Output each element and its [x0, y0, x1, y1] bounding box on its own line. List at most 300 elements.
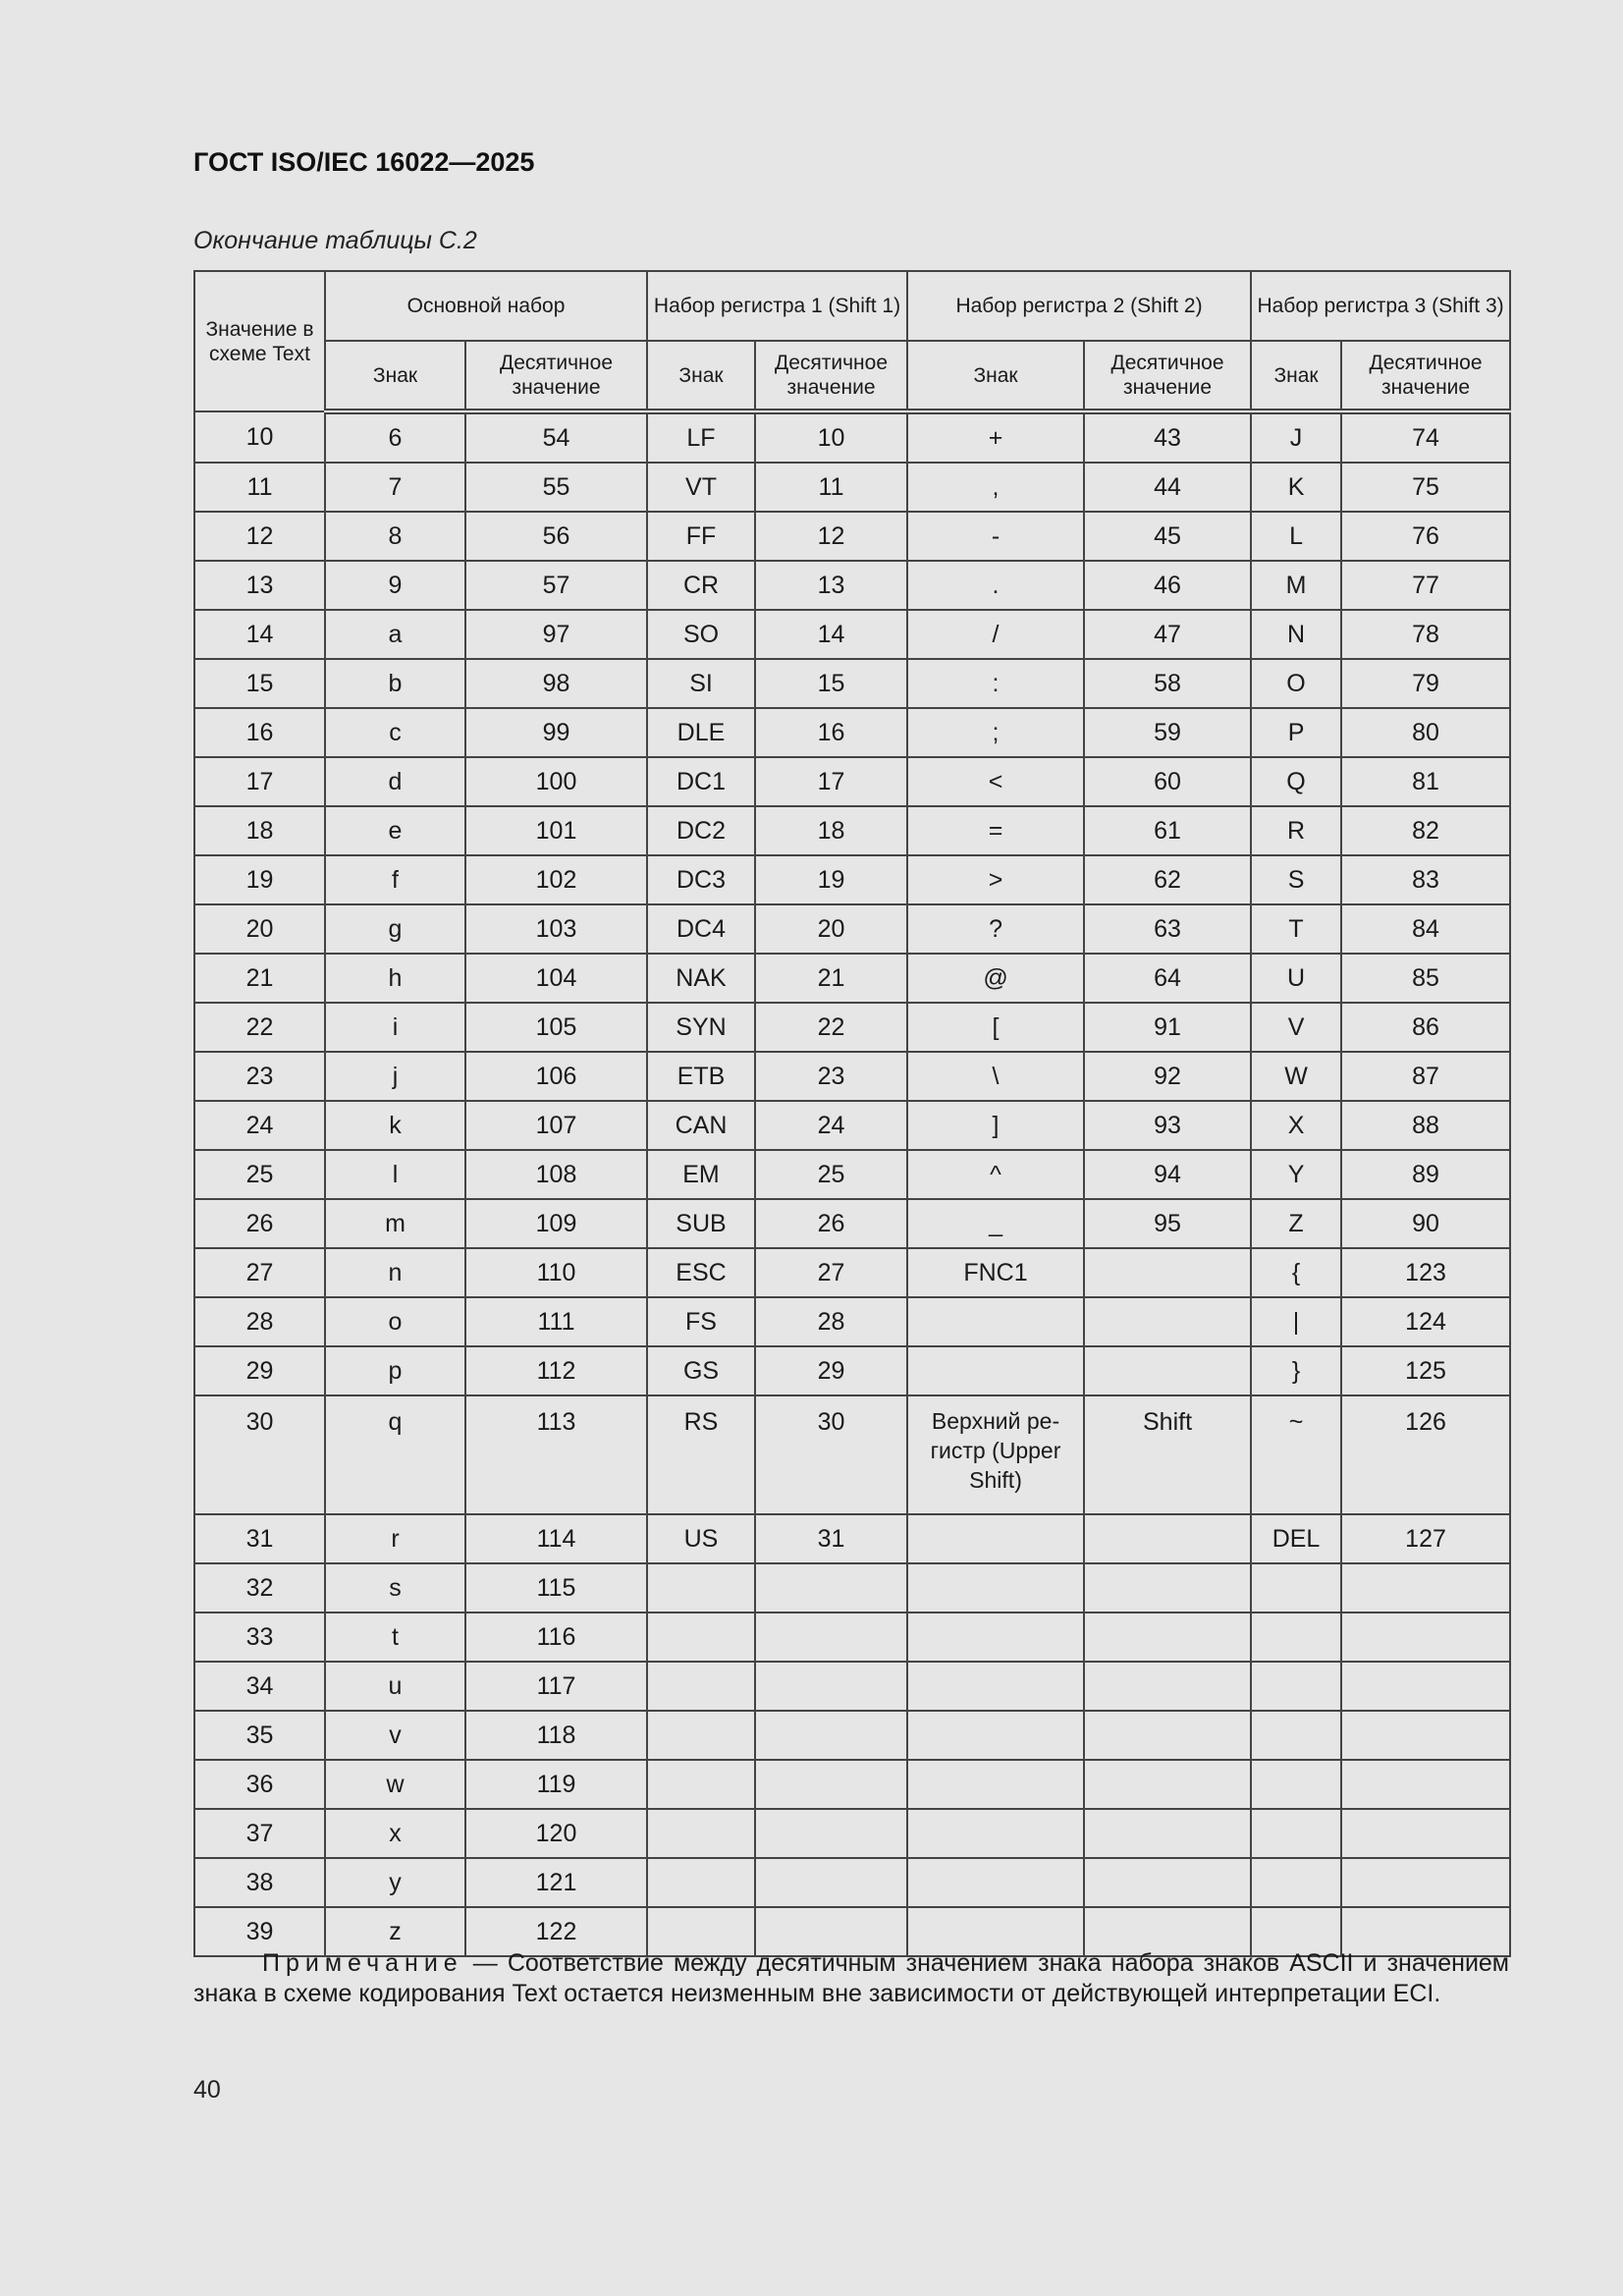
header-shift3-set: Набор регистра 3 (Shift 3) [1251, 271, 1510, 341]
cell-shift3-dec: 76 [1341, 512, 1510, 561]
cell-shift2-dec: 63 [1084, 904, 1251, 954]
cell-basic-dec: 114 [465, 1514, 647, 1563]
header-shift2-char: Знак [907, 341, 1084, 411]
cell-basic-dec: 99 [465, 708, 647, 757]
cell-shift2-char: ] [907, 1101, 1084, 1150]
cell-shift3-dec: 77 [1341, 561, 1510, 610]
cell-shift2-char: - [907, 512, 1084, 561]
cell-text-value: 22 [194, 1003, 325, 1052]
cell-text-value: 10 [194, 411, 325, 463]
header-shift3-char: Знак [1251, 341, 1341, 411]
cell-text-value: 18 [194, 806, 325, 855]
cell-text-value: 31 [194, 1514, 325, 1563]
cell-basic-char: b [325, 659, 465, 708]
cell-shift3-char [1251, 1563, 1341, 1613]
cell-basic-dec: 109 [465, 1199, 647, 1248]
cell-shift3-char: { [1251, 1248, 1341, 1297]
table-row [194, 708, 1510, 757]
cell-basic-dec: 112 [465, 1346, 647, 1395]
cell-shift1-dec: 30 [755, 1395, 907, 1514]
cell-basic-dec: 56 [465, 512, 647, 561]
cell-shift2-dec [1084, 1514, 1251, 1563]
cell-text-value: 17 [194, 757, 325, 806]
cell-basic-dec: 102 [465, 855, 647, 904]
cell-basic-char: o [325, 1297, 465, 1346]
cell-text-value: 39 [194, 1907, 325, 1956]
cell-basic-char: k [325, 1101, 465, 1150]
cell-shift1-char: CAN [647, 1101, 755, 1150]
cell-shift1-char [647, 1662, 755, 1711]
cell-shift2-dec [1084, 1809, 1251, 1858]
table-row [194, 1563, 1510, 1613]
cell-shift1-char: SYN [647, 1003, 755, 1052]
cell-shift2-char: ? [907, 904, 1084, 954]
cell-shift1-dec: 29 [755, 1346, 907, 1395]
cell-shift3-char: S [1251, 855, 1341, 904]
cell-shift2-char [907, 1563, 1084, 1613]
cell-shift2-dec: 45 [1084, 512, 1251, 561]
cell-shift3-char: Y [1251, 1150, 1341, 1199]
cell-shift3-char: N [1251, 610, 1341, 659]
cell-basic-dec: 119 [465, 1760, 647, 1809]
table-row [194, 1150, 1510, 1199]
cell-shift1-dec: 23 [755, 1052, 907, 1101]
cell-shift2-char: : [907, 659, 1084, 708]
cell-text-value: 29 [194, 1346, 325, 1395]
cell-shift3-dec: 127 [1341, 1514, 1510, 1563]
cell-basic-dec: 104 [465, 954, 647, 1003]
cell-shift1-dec: 19 [755, 855, 907, 904]
table-row [194, 806, 1510, 855]
cell-shift3-char [1251, 1809, 1341, 1858]
cell-shift1-dec [755, 1760, 907, 1809]
cell-text-value: 15 [194, 659, 325, 708]
cell-shift3-dec: 81 [1341, 757, 1510, 806]
cell-basic-dec: 107 [465, 1101, 647, 1150]
cell-shift1-char [647, 1711, 755, 1760]
cell-shift2-char: > [907, 855, 1084, 904]
cell-shift2-dec [1084, 1858, 1251, 1907]
cell-text-value: 24 [194, 1101, 325, 1150]
cell-shift1-dec: 22 [755, 1003, 907, 1052]
note-label: Примечание [262, 1949, 463, 1977]
table-row [194, 1199, 1510, 1248]
cell-shift1-char [647, 1760, 755, 1809]
table-row [194, 1613, 1510, 1662]
cell-shift3-dec: 86 [1341, 1003, 1510, 1052]
cell-shift3-dec [1341, 1662, 1510, 1711]
cell-basic-char: r [325, 1514, 465, 1563]
cell-text-value: 33 [194, 1613, 325, 1662]
cell-shift1-char [647, 1613, 755, 1662]
cell-shift3-dec: 83 [1341, 855, 1510, 904]
cell-shift1-dec [755, 1563, 907, 1613]
cell-shift1-char: ETB [647, 1052, 755, 1101]
table-row [194, 1248, 1510, 1297]
cell-shift2-dec: 59 [1084, 708, 1251, 757]
cell-shift2-dec: 95 [1084, 1199, 1251, 1248]
table-row [194, 1003, 1510, 1052]
cell-basic-char: u [325, 1662, 465, 1711]
cell-shift1-dec: 31 [755, 1514, 907, 1563]
cell-shift1-dec [755, 1858, 907, 1907]
cell-shift3-char: } [1251, 1346, 1341, 1395]
cell-shift2-dec: 92 [1084, 1052, 1251, 1101]
cell-shift1-dec: 11 [755, 463, 907, 512]
cell-shift3-dec [1341, 1858, 1510, 1907]
cell-shift2-dec: 91 [1084, 1003, 1251, 1052]
cell-shift3-char: W [1251, 1052, 1341, 1101]
cell-shift2-char [907, 1809, 1084, 1858]
cell-shift3-dec: 126 [1341, 1395, 1510, 1514]
table-row [194, 954, 1510, 1003]
cell-shift1-char: DC3 [647, 855, 755, 904]
table-row [194, 1297, 1510, 1346]
cell-text-value: 35 [194, 1711, 325, 1760]
table-row [194, 561, 1510, 610]
cell-shift1-char: SO [647, 610, 755, 659]
cell-shift2-char: + [907, 411, 1084, 463]
cell-basic-char: h [325, 954, 465, 1003]
cell-shift1-dec: 12 [755, 512, 907, 561]
cell-shift2-char: @ [907, 954, 1084, 1003]
cell-shift3-dec: 90 [1341, 1199, 1510, 1248]
cell-shift1-char: DC4 [647, 904, 755, 954]
header-shift2-dec: Десятичное значение [1084, 341, 1251, 411]
header-basic-dec: Десятичное значение [465, 341, 647, 411]
cell-basic-dec: 108 [465, 1150, 647, 1199]
cell-shift3-char [1251, 1858, 1341, 1907]
header-basic-set: Основной набор [325, 271, 647, 341]
cell-shift3-char: ~ [1251, 1395, 1341, 1514]
table-row [194, 1052, 1510, 1101]
cell-text-value: 16 [194, 708, 325, 757]
cell-shift2-char [907, 1297, 1084, 1346]
cell-shift2-char [907, 1346, 1084, 1395]
cell-shift2-char [907, 1613, 1084, 1662]
cell-shift1-dec: 24 [755, 1101, 907, 1150]
cell-text-value: 14 [194, 610, 325, 659]
cell-shift3-dec [1341, 1760, 1510, 1809]
cell-shift1-char: ESC [647, 1248, 755, 1297]
cell-basic-dec: 106 [465, 1052, 647, 1101]
cell-shift3-char: Q [1251, 757, 1341, 806]
cell-basic-dec: 120 [465, 1809, 647, 1858]
cell-shift3-char: Z [1251, 1199, 1341, 1248]
cell-shift3-dec: 88 [1341, 1101, 1510, 1150]
page-number: 40 [193, 2076, 221, 2104]
cell-basic-char: g [325, 904, 465, 954]
cell-basic-dec: 117 [465, 1662, 647, 1711]
cell-shift1-char: FF [647, 512, 755, 561]
cell-shift3-char [1251, 1711, 1341, 1760]
cell-text-value: 28 [194, 1297, 325, 1346]
cell-basic-char: j [325, 1052, 465, 1101]
cell-basic-dec: 103 [465, 904, 647, 954]
cell-shift2-dec [1084, 1760, 1251, 1809]
cell-shift1-char: NAK [647, 954, 755, 1003]
cell-shift1-dec: 26 [755, 1199, 907, 1248]
text-encoding-table [193, 270, 1511, 1957]
cell-shift3-dec: 74 [1341, 411, 1510, 463]
cell-basic-char: w [325, 1760, 465, 1809]
cell-shift3-char: X [1251, 1101, 1341, 1150]
cell-basic-dec: 122 [465, 1907, 647, 1956]
cell-shift2-char: = [907, 806, 1084, 855]
cell-basic-char: c [325, 708, 465, 757]
cell-shift2-char [907, 1514, 1084, 1563]
cell-shift1-char [647, 1563, 755, 1613]
cell-shift1-dec: 14 [755, 610, 907, 659]
cell-text-value: 27 [194, 1248, 325, 1297]
table-row [194, 1101, 1510, 1150]
cell-shift1-dec [755, 1662, 907, 1711]
cell-shift1-char [647, 1858, 755, 1907]
cell-shift3-dec: 123 [1341, 1248, 1510, 1297]
cell-shift2-dec [1084, 1662, 1251, 1711]
cell-shift2-char: ^ [907, 1150, 1084, 1199]
cell-text-value: 37 [194, 1809, 325, 1858]
cell-basic-char: 7 [325, 463, 465, 512]
table-row [194, 411, 1510, 463]
header-shift1-dec: Десятичное значение [755, 341, 907, 411]
cell-shift3-char: P [1251, 708, 1341, 757]
table-row [194, 1514, 1510, 1563]
cell-shift1-char: EM [647, 1150, 755, 1199]
cell-shift2-dec: 43 [1084, 411, 1251, 463]
cell-basic-dec: 98 [465, 659, 647, 708]
cell-text-value: 21 [194, 954, 325, 1003]
table-row [194, 757, 1510, 806]
cell-basic-char: m [325, 1199, 465, 1248]
cell-shift3-char: T [1251, 904, 1341, 954]
cell-shift3-char: V [1251, 1003, 1341, 1052]
cell-shift3-dec [1341, 1613, 1510, 1662]
note-text: — Соответствие между десятичным значением знака набора знаков ASCII и значением знака в схеме кодирования Text остается неизменным вне зависимости от действующей интерпретации ECI. [193, 1949, 1509, 2007]
cell-basic-char: 6 [325, 411, 465, 463]
cell-shift1-char: DC2 [647, 806, 755, 855]
cell-shift2-char: \ [907, 1052, 1084, 1101]
cell-shift2-dec [1084, 1346, 1251, 1395]
document-title: ГОСТ ISO/IEC 16022—2025 [193, 147, 535, 177]
cell-shift1-dec: 15 [755, 659, 907, 708]
cell-shift3-dec: 125 [1341, 1346, 1510, 1395]
cell-shift2-char: _ [907, 1199, 1084, 1248]
cell-basic-dec: 97 [465, 610, 647, 659]
cell-basic-dec: 118 [465, 1711, 647, 1760]
header-value-in-text: Значение в схеме Text [194, 271, 325, 411]
cell-text-value: 32 [194, 1563, 325, 1613]
cell-shift1-dec: 13 [755, 561, 907, 610]
cell-shift1-char: DLE [647, 708, 755, 757]
cell-shift3-dec: 82 [1341, 806, 1510, 855]
table-row [194, 1662, 1510, 1711]
cell-shift3-dec: 89 [1341, 1150, 1510, 1199]
cell-shift1-char: DC1 [647, 757, 755, 806]
cell-text-value: 19 [194, 855, 325, 904]
cell-shift2-char: . [907, 561, 1084, 610]
table-body [194, 411, 1510, 1956]
cell-shift2-dec: 93 [1084, 1101, 1251, 1150]
cell-shift3-dec: 124 [1341, 1297, 1510, 1346]
cell-shift1-dec: 10 [755, 411, 907, 463]
cell-shift2-dec: Shift [1084, 1395, 1251, 1514]
cell-shift2-char [907, 1858, 1084, 1907]
cell-basic-char: y [325, 1858, 465, 1907]
cell-shift3-char: DEL [1251, 1514, 1341, 1563]
table-row [194, 610, 1510, 659]
cell-text-value: 12 [194, 512, 325, 561]
cell-text-value: 20 [194, 904, 325, 954]
cell-shift1-char: SUB [647, 1199, 755, 1248]
cell-basic-char: 9 [325, 561, 465, 610]
cell-text-value: 13 [194, 561, 325, 610]
table-row [194, 659, 1510, 708]
cell-shift3-dec: 85 [1341, 954, 1510, 1003]
cell-shift1-dec [755, 1613, 907, 1662]
cell-text-value: 34 [194, 1662, 325, 1711]
cell-shift3-char: O [1251, 659, 1341, 708]
cell-shift1-char: FS [647, 1297, 755, 1346]
cell-shift1-char: CR [647, 561, 755, 610]
cell-shift2-char: Верхний ре-гистр (Upper Shift) [907, 1395, 1084, 1514]
cell-shift3-char: M [1251, 561, 1341, 610]
header-shift1-char: Знак [647, 341, 755, 411]
cell-shift1-char [647, 1809, 755, 1858]
cell-basic-dec: 105 [465, 1003, 647, 1052]
cell-basic-char: n [325, 1248, 465, 1297]
cell-shift3-char [1251, 1613, 1341, 1662]
cell-shift1-dec: 28 [755, 1297, 907, 1346]
header-basic-char: Знак [325, 341, 465, 411]
cell-shift1-dec [755, 1711, 907, 1760]
cell-basic-char: p [325, 1346, 465, 1395]
cell-shift3-dec: 79 [1341, 659, 1510, 708]
cell-shift3-dec: 80 [1341, 708, 1510, 757]
cell-text-value: 38 [194, 1858, 325, 1907]
cell-shift2-char [907, 1662, 1084, 1711]
cell-basic-dec: 57 [465, 561, 647, 610]
cell-shift2-dec [1084, 1248, 1251, 1297]
cell-shift3-char: R [1251, 806, 1341, 855]
cell-basic-dec: 54 [465, 411, 647, 463]
cell-basic-dec: 115 [465, 1563, 647, 1613]
cell-shift3-dec [1341, 1563, 1510, 1613]
cell-shift3-dec: 75 [1341, 463, 1510, 512]
table-row [194, 904, 1510, 954]
cell-basic-dec: 110 [465, 1248, 647, 1297]
cell-basic-char: d [325, 757, 465, 806]
cell-shift2-char [907, 1711, 1084, 1760]
cell-shift3-char [1251, 1760, 1341, 1809]
cell-shift2-dec: 47 [1084, 610, 1251, 659]
cell-shift3-char [1251, 1662, 1341, 1711]
cell-shift3-char: J [1251, 411, 1341, 463]
cell-basic-dec: 116 [465, 1613, 647, 1662]
cell-shift2-char: FNC1 [907, 1248, 1084, 1297]
table-row [194, 1760, 1510, 1809]
cell-basic-char: i [325, 1003, 465, 1052]
cell-shift2-dec: 44 [1084, 463, 1251, 512]
cell-shift2-char: / [907, 610, 1084, 659]
cell-shift1-dec [755, 1809, 907, 1858]
cell-shift3-dec: 87 [1341, 1052, 1510, 1101]
cell-basic-dec: 55 [465, 463, 647, 512]
cell-basic-dec: 113 [465, 1395, 647, 1514]
table-row [194, 1346, 1510, 1395]
cell-shift3-dec [1341, 1809, 1510, 1858]
table-row [194, 512, 1510, 561]
cell-basic-char: f [325, 855, 465, 904]
cell-text-value: 26 [194, 1199, 325, 1248]
cell-basic-char: t [325, 1613, 465, 1662]
cell-shift1-dec: 27 [755, 1248, 907, 1297]
table-row [194, 463, 1510, 512]
table-row [194, 1711, 1510, 1760]
cell-shift2-char: ; [907, 708, 1084, 757]
table-note [193, 1948, 1509, 2009]
cell-shift2-char: < [907, 757, 1084, 806]
cell-shift2-dec: 61 [1084, 806, 1251, 855]
cell-text-value: 11 [194, 463, 325, 512]
cell-shift1-dec: 17 [755, 757, 907, 806]
cell-shift2-dec [1084, 1711, 1251, 1760]
cell-shift1-dec: 20 [755, 904, 907, 954]
cell-shift2-char: , [907, 463, 1084, 512]
cell-shift1-char: LF [647, 411, 755, 463]
cell-text-value: 36 [194, 1760, 325, 1809]
cell-shift1-dec: 18 [755, 806, 907, 855]
cell-basic-char: 8 [325, 512, 465, 561]
cell-basic-char: x [325, 1809, 465, 1858]
cell-basic-char: z [325, 1907, 465, 1956]
header-shift2-set: Набор регистра 2 (Shift 2) [907, 271, 1251, 341]
cell-shift2-dec [1084, 1297, 1251, 1346]
cell-shift3-dec: 78 [1341, 610, 1510, 659]
cell-basic-char: s [325, 1563, 465, 1613]
cell-shift2-dec [1084, 1563, 1251, 1613]
cell-shift2-dec: 62 [1084, 855, 1251, 904]
cell-basic-char: e [325, 806, 465, 855]
table-row [194, 1858, 1510, 1907]
cell-shift1-char: RS [647, 1395, 755, 1514]
cell-basic-char: v [325, 1711, 465, 1760]
cell-shift2-dec: 58 [1084, 659, 1251, 708]
cell-basic-char: q [325, 1395, 465, 1514]
cell-basic-char: a [325, 610, 465, 659]
cell-basic-dec: 101 [465, 806, 647, 855]
cell-basic-dec: 111 [465, 1297, 647, 1346]
cell-text-value: 23 [194, 1052, 325, 1101]
cell-text-value: 30 [194, 1395, 325, 1514]
cell-shift2-char: [ [907, 1003, 1084, 1052]
table-row [194, 1395, 1510, 1514]
cell-shift3-dec: 84 [1341, 904, 1510, 954]
table-row [194, 1809, 1510, 1858]
cell-shift1-dec: 16 [755, 708, 907, 757]
cell-shift2-dec: 64 [1084, 954, 1251, 1003]
header-shift1-set: Набор регистра 1 (Shift 1) [647, 271, 907, 341]
cell-shift3-char: U [1251, 954, 1341, 1003]
cell-text-value: 25 [194, 1150, 325, 1199]
cell-shift2-dec: 60 [1084, 757, 1251, 806]
cell-shift2-dec: 46 [1084, 561, 1251, 610]
cell-basic-dec: 121 [465, 1858, 647, 1907]
cell-shift1-char: VT [647, 463, 755, 512]
cell-shift1-dec: 21 [755, 954, 907, 1003]
header-shift3-dec: Десятичное значение [1341, 341, 1510, 411]
cell-shift1-dec: 25 [755, 1150, 907, 1199]
